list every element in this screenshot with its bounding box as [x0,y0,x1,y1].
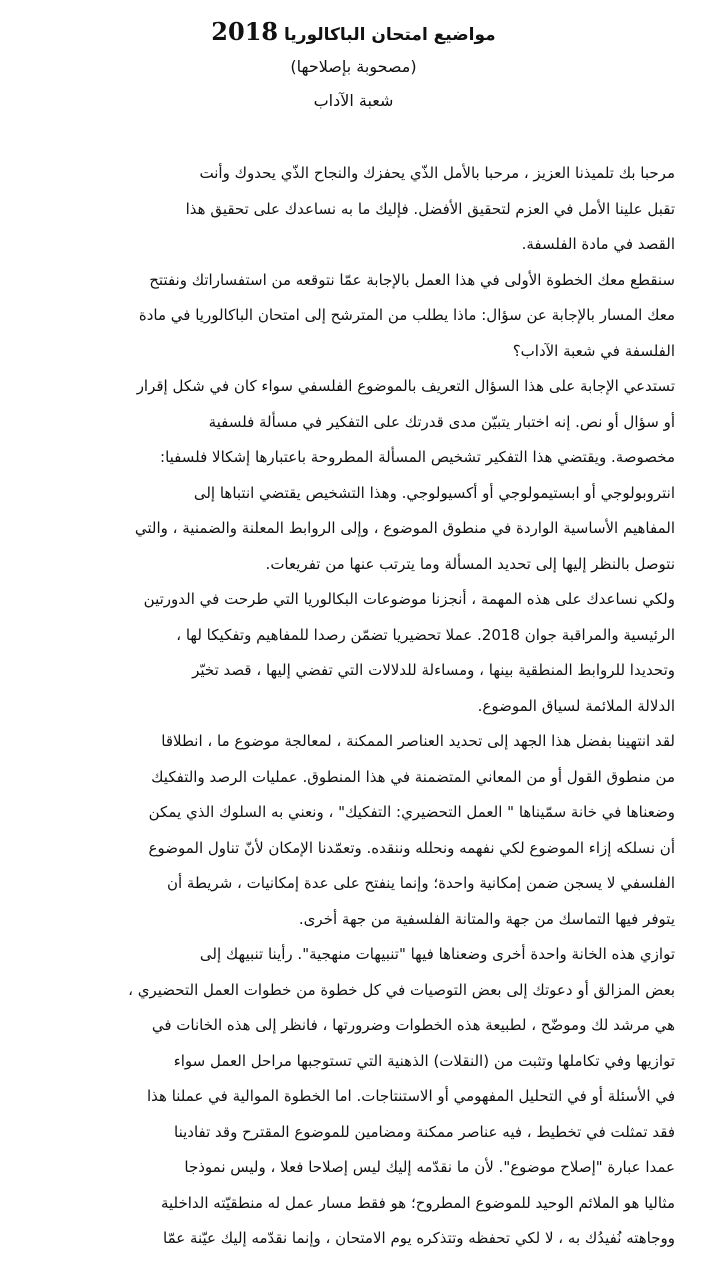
text-line: مخصوصة. ويقتضي هذا التفكير تشخيص المسألة المطروحة باعتبارها إشكالا فلسفيا: [160,448,675,466]
text-line: تقبل علينا الأمل في العزم لتحقيق الأفضل. فإليك ما به نساعدك على تحقيق هذا [185,199,675,218]
text-line: الرئيسية والمراقبة جوان 2018. عملا تحضيريا تضمّن رصدا للمفاهيم وتفكيكا لها ، [176,625,675,644]
text-line: توازي هذه الخانة واحدة أخرى وضعناها فيها "تنبيهات منهجية". رأينا تنبيهك إلى [199,945,675,963]
document-title [0,14,707,50]
text-line: وضعناها في خانة سمّيناها " العمل التحضيري: التفكيك" ، ونعني به السلوك الذي يمكن [148,803,675,821]
document-subtitle: (مصحوبة بإصلاحها) [290,57,417,76]
text-line: ولكي نساعدك على هذه المهمة ، أنجزنا موضوعات البكالوريا التي طرحت في الدورتين [143,590,675,608]
text-line: مثاليا هو الملائم الوحيد للموضوع المطروح؛ هو فقط مسار عمل له منطقيّته الداخلية [160,1193,675,1212]
text-line: الفلسفي لا يسجن ضمن إمكانية واحدة؛ وإنما ينفتح على عدة إمكانيات ، شريطة أن [166,874,675,892]
text-line: توازيها وفي تكاملها وتثبت من (النقلات) الذهنية التي تستوجبها مراحل العمل سواء [173,1051,675,1070]
title-text: مواضيع امتحان الباكالوريا [284,25,496,45]
text-line: معك المسار بالإجابة عن سؤال: ماذا يطلب من المترشح إلى امتحان الباكالوريا في مادة [138,306,675,324]
text-line: هي مرشد لك وموضّح ، لطبيعة هذه الخطوات وضرورتها ، فانظر إلى هذه الخانات في [151,1016,675,1034]
text-line: وتحديدا للروابط المنطقية بينها ، ومساءلة للدلالات التي تفضي إليها ، قصد تخيّر [192,661,675,679]
text-line: تستدعي الإجابة على هذا السؤال التعريف بالموضوع الفلسفي سواء كان في شكل إقرار [136,377,675,395]
document-header [0,14,707,118]
text-line: أن نسلكه إزاء الموضوع لكي نفهمه ونحلله وننقده. وتعمّدنا الإمكان لأنّ تناول الموضوع [148,838,675,857]
text-line: سنقطع معك الخطوة الأولى في هذا العمل بالإجابة عمّا نتوقعه من استفساراتك ونفتتح [149,270,675,289]
text-line: من منطوق القول أو من المعاني المتضمنة في هذا المنطوق. عمليات الرصد والتفكيك [151,767,675,786]
text-line: مرحبا بك تلميذنا العزيز ، مرحبا بالأمل الذّي يحفزك والنجاح الذّي يحدوك وأنت [199,164,675,182]
text-line: انتروبولوجي أو ابستيمولوجي أو أكسيولوجي. وهذا التشخيص يقتضي انتباها إلى [193,483,675,502]
text-line: عمدا عبارة "إصلاح موضوع". لأن ما نقدّمه إليك ليس إصلاحا فعلا ، وليس نموذجا [184,1158,675,1176]
text-line: المفاهيم الأساسية الواردة في منطوق الموضوع ، وإلى الروابط المعلنة والضمنية ، والتي [134,519,675,537]
text-line: يتوفر فيها التماسك من جهة والمتانة الفلسفية من جهة أخرى. [298,909,675,928]
body-text [38,156,675,1257]
text-line: القصد في مادة الفلسفة. [521,235,675,253]
text-line: في الأسئلة أو في التحليل المفهومي أو الاستنتاجات. اما الخطوة الموالية في عملنا هذا [146,1087,675,1105]
text-line: ووجاهته نُفيدُك به ، لا لكي تحفظه وتتذكره يوم الامتحان ، وإنما نقدّمه إليك عيّنة عمّا [163,1229,675,1247]
branch-label: شعبة الآداب [313,91,394,110]
text-line: الفلسفة في شعبة الآداب؟ [512,341,675,360]
text-line: لقد انتهينا بفضل هذا الجهد إلى تحديد العناصر الممكنة ، لمعالجة موضوع ما ، انطلاقا [161,732,675,750]
text-line: نتوصل بالنظر إليها إلى تحديد المسألة وما يترتب عنها من تفريعات. [265,554,675,573]
title-year: 2018 [211,17,279,46]
text-line: الدلالة الملائمة لسياق الموضوع. [477,696,675,715]
text-line: بعض المزالق أو دعوتك إلى بعض التوصيات في كل خطوة من خطوات العمل التحضيري ، [128,980,675,999]
text-line: فقد تمثلت في تخطيط ، فيه عناصر ممكنة ومضامين للموضوع المقترح وقد تفادينا [174,1122,675,1141]
text-line: أو سؤال أو نص. إنه اختبار يتبيّن مدى قدرتك على التفكير في مسألة فلسفية [208,412,675,431]
